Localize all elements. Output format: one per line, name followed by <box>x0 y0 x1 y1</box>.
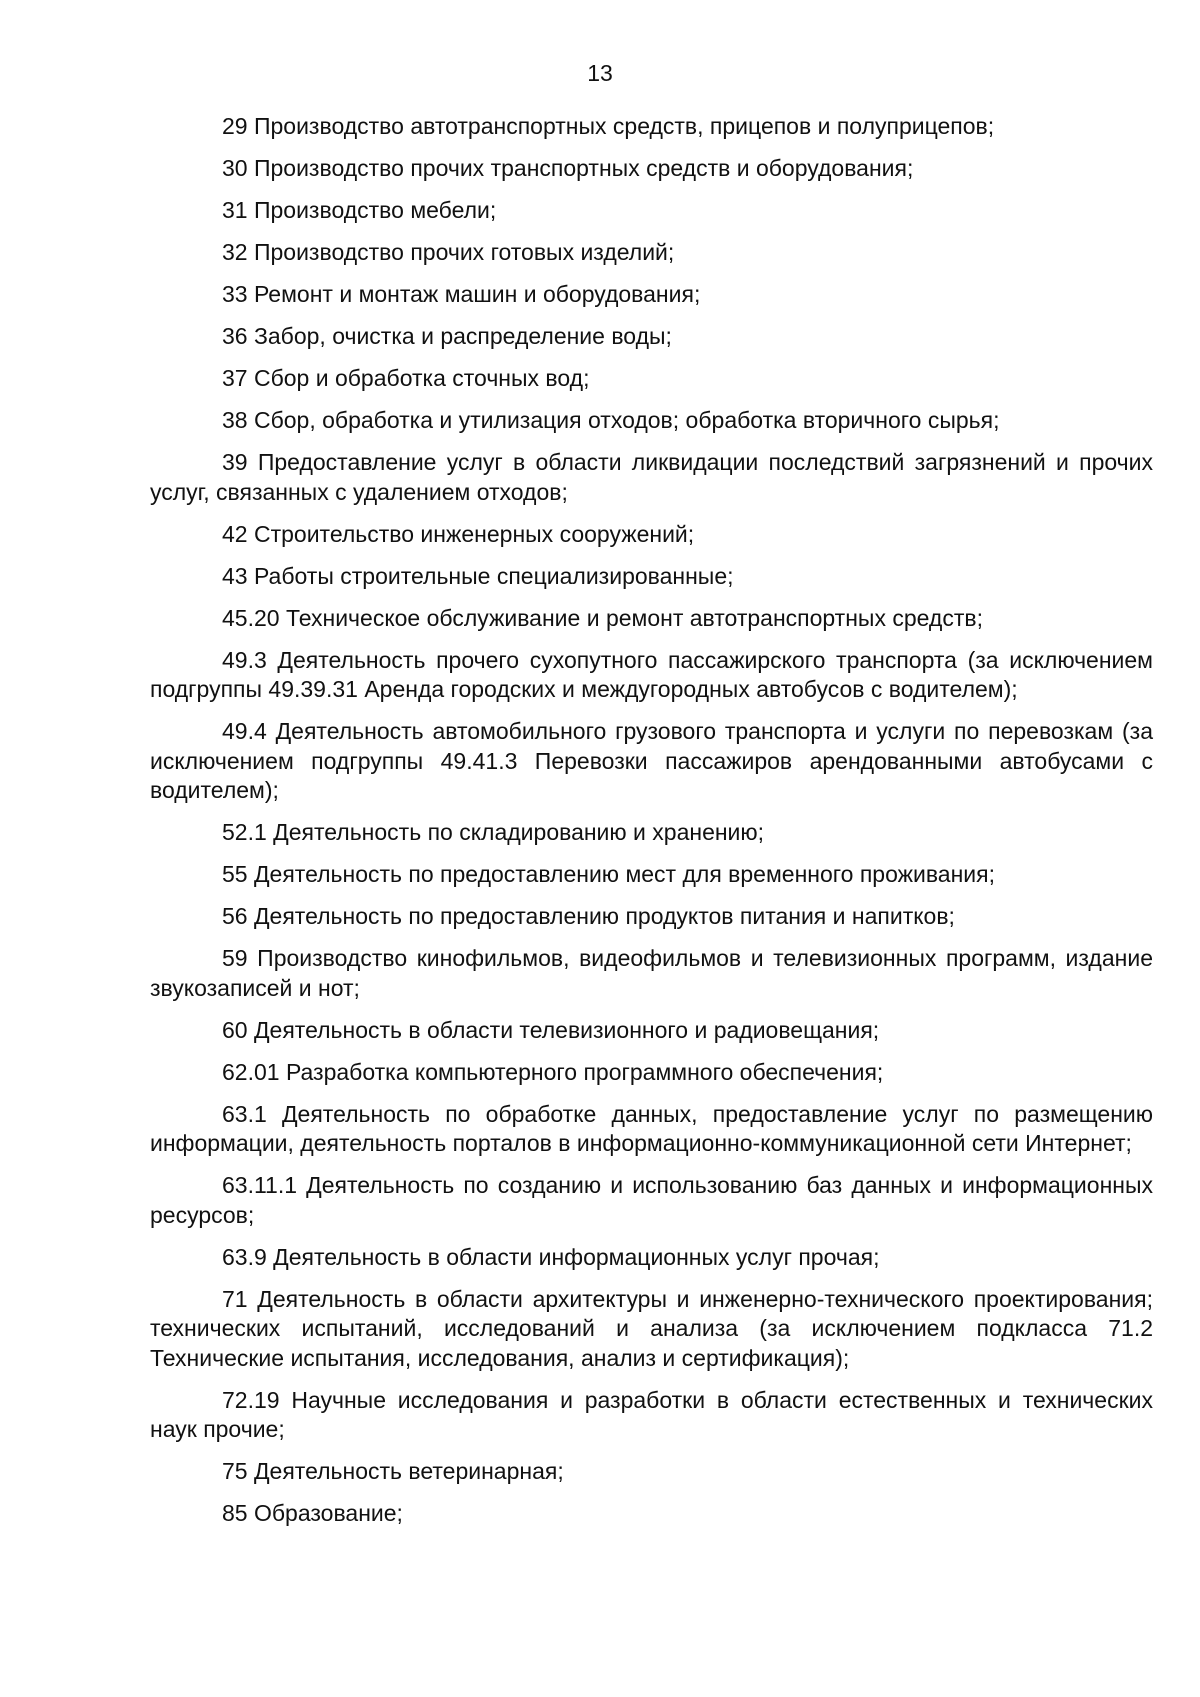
list-item: 71 Деятельность в области архитектуры и инженерно-технического проектирования; технических испытаний, исследований и анализа (за исключением подкласса 71.2 Технические испытания, исследования, анализ и сертификация); <box>150 1285 1153 1371</box>
list-item: 63.9 Деятельность в области информационных услуг прочая; <box>222 1243 880 1270</box>
list-item: 37 Сбор и обработка сточных вод; <box>222 365 590 391</box>
list-item: 63.1 Деятельность по обработке данных, предоставление услуг по размещению информации, деятельность порталов в информационно-коммуникационной сети Интернет; <box>150 1100 1153 1156</box>
list-item: 38 Сбор, обработка и утилизация отходов; обработка вторичного сырья; <box>222 407 1000 433</box>
list-item: 60 Деятельность в области телевизионного и радиовещания; <box>222 1016 880 1043</box>
list-item: 59 Производство кинофильмов, видеофильмов и телевизионных программ, издание звукозаписей и нот; <box>150 945 1153 1001</box>
list-item: 75 Деятельность ветеринарная; <box>222 1458 564 1484</box>
list-item: 63.11.1 Деятельность по созданию и использованию баз данных и информационных ресурсов; <box>150 1172 1153 1228</box>
list-item: 56 Деятельность по предоставлению продуктов питания и напитков; <box>222 903 955 929</box>
list-item: 55 Деятельность по предоставлению мест для временного проживания; <box>222 861 995 887</box>
list-item: 33 Ремонт и монтаж машин и оборудования; <box>222 281 701 307</box>
list-item: 29 Производство автотранспортных средств, прицепов и полуприцепов; <box>222 113 995 139</box>
list-item: 49.4 Деятельность автомобильного грузового транспорта и услуги по перевозкам (за исключением подгруппы 49.41.3 Перевозки пассажиров арендованными автобусами с водителем); <box>150 718 1153 803</box>
list-item: 42 Строительство инженерных сооружений; <box>222 520 695 547</box>
list-item: 30 Производство прочих транспортных средств и оборудования; <box>222 155 914 181</box>
list-item: 52.1 Деятельность по складированию и хранению; <box>222 819 765 845</box>
list-item: 62.01 Разработка компьютерного программного обеспечения; <box>222 1058 884 1085</box>
list-item: 43 Работы строительные специализированные; <box>222 562 734 589</box>
list-item: 31 Производство мебели; <box>222 197 497 223</box>
list-item: 85 Образование; <box>222 1500 403 1526</box>
list-item: 49.3 Деятельность прочего сухопутного пассажирского транспорта (за исключением подгруппы 49.39.31 Аренда городских и междугородных автобусов с водителем); <box>150 646 1153 702</box>
list-item: 39 Предоставление услуг в области ликвидации последствий загрязнений и прочих услуг, связанных с удалением отходов; <box>150 449 1153 505</box>
list-item: 36 Забор, очистка и распределение воды; <box>222 323 672 349</box>
list-item: 32 Производство прочих готовых изделий; <box>222 239 675 265</box>
list-item: 45.20 Техническое обслуживание и ремонт автотранспортных средств; <box>222 604 983 631</box>
activity-list <box>150 112 1153 1541</box>
page-number: 13 <box>587 60 613 86</box>
list-item: 72.19 Научные исследования и разработки в области естественных и технических наук прочие; <box>150 1386 1153 1442</box>
